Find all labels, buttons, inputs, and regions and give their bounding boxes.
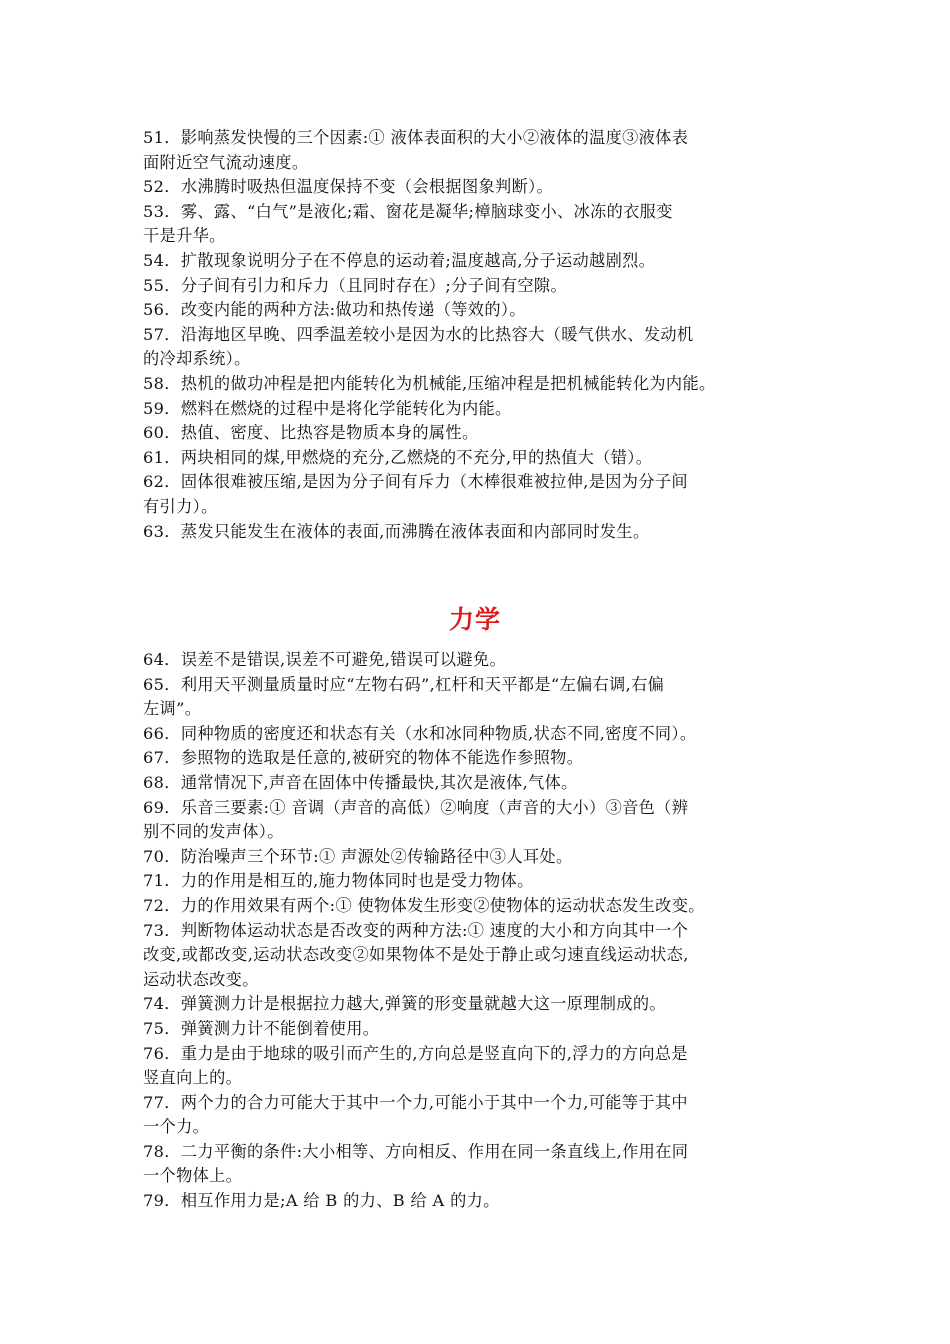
list-item: 66．同种物质的密度还和状态有关（水和冰同种物质,状态不同,密度不同）。	[143, 723, 697, 743]
list-item: 68．通常情况下,声音在固体中传播最快,其次是液体,气体。	[143, 772, 578, 792]
list-item: 65．利用天平测量质量时应“左物右码”,杠杆和天平都是“左偏右调,右偏 左调”。	[143, 674, 665, 719]
list-item: 69．乐音三要素:① 音调（声音的高低）②响度（声音的大小）③音色（辨 别不同的发声体）。	[143, 797, 689, 842]
list-item: 75．弹簧测力计不能倒着使用。	[143, 1018, 380, 1038]
list-item: 78．二力平衡的条件:大小相等、方向相反、作用在同一条直线上,作用在同 一个物体上。	[143, 1141, 689, 1186]
list-item: 56．改变内能的两种方法:做功和热传递（等效的）。	[143, 300, 526, 320]
list-item: 63．蒸发只能发生在液体的表面,而沸腾在液体表面和内部同时发生。	[143, 521, 650, 541]
list-item: 79．相互作用力是;A 给 B 的力、B 给 A 的力。	[143, 1191, 500, 1211]
mechanics-knowledge-list	[143, 648, 823, 1214]
list-item: 74．弹簧测力计是根据拉力越大,弹簧的形变量就越大这一原理制成的。	[143, 994, 666, 1014]
list-item: 71．力的作用是相互的,施力物体同时也是受力物体。	[143, 871, 534, 891]
list-item: 54．扩散现象说明分子在不停息的运动着;温度越高,分子运动越剧烈。	[143, 250, 656, 270]
list-item: 76．重力是由于地球的吸引而产生的,方向总是竖直向下的,浮力的方向总是 竖直向上的。	[143, 1043, 688, 1088]
list-item: 51．影响蒸发快慢的三个因素:① 液体表面积的大小②液体的温度③液体表 面附近空气流动速度。	[143, 128, 689, 172]
list-item: 77．两个力的合力可能大于其中一个力,可能小于其中一个力,可能等于其中 一个力。	[143, 1092, 688, 1137]
list-item: 57．沿海地区早晚、四季温差较小是因为水的比热容大（暖气供水、发动机 的冷却系统）。	[143, 324, 694, 369]
list-item: 61．两块相同的煤,甲燃烧的充分,乙燃烧的不充分,甲的热值大（错）。	[143, 447, 653, 467]
list-item: 60．热值、密度、比热容是物质本身的属性。	[143, 423, 479, 443]
list-item: 73．判断物体运动状态是否改变的两种方法:① 速度的大小和方向其中一个 改变,或都改变,运动状态改变②如果物体不是处于静止或匀速直线运动状态, 运动状态改变。	[143, 920, 689, 989]
thermal-knowledge-list	[143, 126, 823, 544]
list-item: 62．固体很难被压缩,是因为分子间有斥力（木棒很难被拉伸,是因为分子间 有引力）。	[143, 472, 688, 516]
list-item: 72．力的作用效果有两个:① 使物体发生形变②使物体的运动状态发生改变。	[143, 895, 705, 915]
list-item: 58．热机的做功冲程是把内能转化为机械能,压缩冲程是把机械能转化为内能。	[143, 373, 716, 393]
list-item: 55．分子间有引力和斥力（且同时存在）;分子间有空隙。	[143, 275, 567, 295]
list-item: 70．防治噪声三个环节:① 声源处②传输路径中③人耳处。	[143, 846, 573, 866]
list-item: 52．水沸腾时吸热但温度保持不变（会根据图象判断）。	[143, 177, 554, 197]
section-heading-mechanics: 力学	[448, 605, 501, 634]
list-item: 64．误差不是错误,误差不可避免,错误可以避免。	[143, 650, 507, 669]
list-item: 53．雾、露、“白气”是液化;霜、窗花是凝华;樟脑球变小、冰冻的衣服变 干是升华。	[143, 201, 673, 246]
list-item: 67．参照物的选取是任意的,被研究的物体不能选作参照物。	[143, 748, 584, 768]
list-item: 59．燃料在燃烧的过程中是将化学能转化为内能。	[143, 398, 512, 418]
